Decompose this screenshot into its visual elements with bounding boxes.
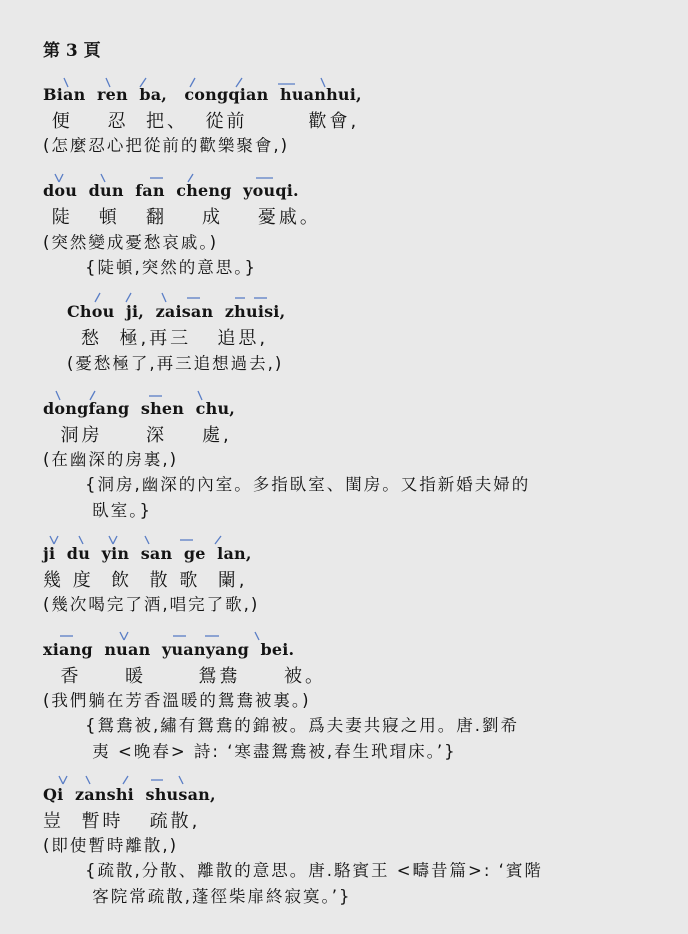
- page-number: 第 3 頁: [43, 41, 101, 61]
- hanzi-line: 洞房 深 處,: [43, 425, 232, 446]
- pinyin-line: dou dun fan cheng youqi.: [43, 181, 299, 200]
- translation-line: (我們躺在芳香溫暖的鴛鴦被裏。): [43, 691, 311, 710]
- note-line: {疏散,分散、離散的意思。唐.駱賓王 <疇昔篇>: ‘賓階: [85, 861, 543, 880]
- translation-line: (幾次喝完了酒,唱完了歌,): [43, 595, 260, 614]
- hanzi-line: 幾 度 飲 散 歌 闌,: [43, 570, 248, 591]
- pinyin-line: ji du yin san ge lan,: [43, 544, 252, 563]
- hanzi-line: 香 暖 鴛鴦 被。: [43, 666, 326, 687]
- note-line: {陡頓,突然的意思。}: [85, 258, 257, 277]
- translation-line: (憂愁極了,再三追想過去,): [67, 354, 284, 373]
- hanzi-line: 愁 極,再三 追思,: [81, 328, 269, 349]
- pinyin-line: Bian ren ba, congqian huanhui,: [43, 85, 362, 104]
- note-line: 夷 <晚春> 詩: ‘寒盡鴛鴦被,春生玳瑁床。’}: [85, 742, 457, 761]
- pinyin-line: Chou ji, zaisan zhuisi,: [67, 302, 286, 321]
- translation-line: (在幽深的房裏,): [43, 450, 179, 469]
- translation-line: (突然變成憂愁哀戚。): [43, 233, 219, 252]
- note-line: 臥室。}: [85, 501, 152, 520]
- note-line: {鴛鴦被,繡有鴛鴦的錦被。爲夫妻共寢之用。唐.劉希: [85, 716, 519, 735]
- hanzi-line: 陡 頓 翻 成 憂戚。: [43, 207, 321, 228]
- hanzi-line: 豈 暫時 疏散,: [43, 811, 201, 832]
- translation-line: (怎麼忍心把從前的歡樂聚會,): [43, 136, 290, 155]
- pinyin-line: Qi zanshi shusan,: [43, 785, 216, 804]
- note-line: 客院常疏散,蓬徑柴扉終寂寞。’}: [85, 887, 352, 906]
- hanzi-line: 便 忍 把、 從前 歡會,: [43, 111, 360, 132]
- pinyin-line: xiang nuan yuanyang bei.: [43, 640, 295, 659]
- note-line: {洞房,幽深的內室。多指臥室、閨房。又指新婚夫婦的: [85, 475, 531, 494]
- pinyin-line: dongfang shen chu,: [43, 399, 236, 418]
- translation-line: (即使暫時離散,): [43, 836, 179, 855]
